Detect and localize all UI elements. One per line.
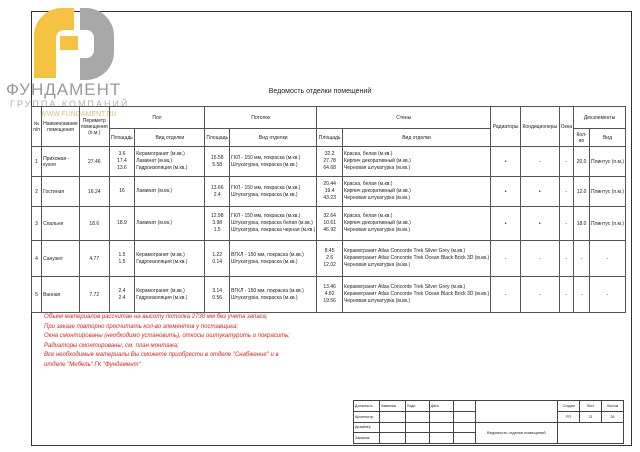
walls-area-cell: 20.44 19.4 43.23	[317, 177, 343, 207]
note-line: отделе "Мебель" ГК "Фундамент"	[44, 361, 141, 368]
table-row	[32, 277, 626, 313]
header-room-name: Наименование помещения	[42, 107, 80, 147]
walls-area-cell: 13.46 4.82 19.56	[317, 277, 343, 313]
row-room-name: Гостиная	[42, 177, 80, 207]
stamp-stage-label: Стадия	[558, 401, 580, 412]
row-num: 3	[32, 207, 42, 241]
walls-finish-cell: Керамогранит Atlas Concorde Trek Silver Grey (м.кв.) Керамогранит Atlas Concorde Trek Ocean Black Brick 3D (м.кв.) Черновая штукатурка (м.кв.)	[342, 241, 490, 277]
row-decor-qty: -	[574, 241, 590, 277]
row-conditioners: -	[521, 147, 559, 177]
header-ceiling: Потолок	[205, 107, 317, 129]
header-walls: Стены	[317, 107, 491, 129]
stamp-role: Архитектор	[354, 411, 380, 422]
logo-url: WWW.FUNDAMENT.RU	[40, 111, 117, 118]
finishing-table	[31, 106, 626, 313]
table-row	[32, 147, 626, 177]
row-num: 2	[32, 177, 42, 207]
ceiling-area-cell: 1.22 0.14	[205, 241, 230, 277]
row-windows: -	[559, 177, 574, 207]
page-title: Ведомость отделки помещений	[268, 88, 372, 95]
row-room-name: Ванная	[42, 277, 80, 313]
row-decor-qty: -	[574, 277, 590, 313]
floor-finish-cell: Ламинат (м.кв.)	[135, 207, 205, 241]
header-windows: Окна	[559, 107, 574, 147]
walls-finish-cell: Краска, белая (м.кв.) Кирпич декоративный (м.кв.) Черновая штукатурка (м.кв.)	[342, 177, 490, 207]
stamp-col-position: Должность	[354, 401, 380, 412]
stamp-col-surname: Фамилия	[379, 401, 405, 412]
note-line: Объем материалов рассчитан на высоту потолка 2730 мм без учета запаса;	[44, 314, 268, 320]
ceiling-finish-cell: ГКЛ - 150 мм, покраска (м.кв.) Штукатурка, покраска белая (м.кв.) Штукатурка, покраска черная (м.кв.)	[230, 207, 317, 241]
row-radiators: •	[491, 207, 521, 241]
note-line: Радиаторы смонтированы, см. план монтажа;	[44, 342, 179, 349]
floor-area-cell: 18.9	[109, 207, 135, 241]
floor-finish-cell: Керамогранит (м.кв.) Ламинат (м.кв.) Гидроизоляция (м.кв.)	[135, 147, 205, 177]
row-windows: -	[559, 147, 574, 177]
row-conditioners: •	[521, 207, 559, 241]
row-num: 5	[32, 277, 42, 313]
stamp-sheet: 21	[580, 411, 602, 422]
header-floor-finish: Вид отделки	[135, 129, 205, 147]
row-conditioners: •	[521, 177, 559, 207]
row-room-name: Прихожая - кухня	[42, 147, 80, 177]
ceiling-finish-cell: ВГКЛ - 150 мм, покраска (м.кв.) Штукатурка, покраска (м.кв.)	[230, 277, 317, 313]
title-block	[353, 400, 624, 444]
note-line: Все необходимые материалы Вы сможете приобрести в отделе "Снабжение" и в	[44, 352, 279, 358]
table-row	[32, 207, 626, 241]
header-radiators: Радиаторы	[491, 107, 521, 147]
ceiling-area-cell: 3.14 0.56	[205, 277, 230, 313]
row-perimeter: 4.77	[79, 241, 109, 277]
row-radiators: •	[491, 147, 521, 177]
stamp-col-date: Дата	[429, 401, 453, 412]
header-conditioners: Кондиционеры	[521, 107, 559, 147]
row-decor-qty: 18.0	[574, 207, 590, 241]
ceiling-finish-cell: ВГКЛ - 150 мм, покраска (м.кв.) Штукатурка, покраска (м.кв.)	[230, 241, 317, 277]
header-perimeter: Периметр помещения (п.м.)	[79, 107, 109, 147]
row-num: 4	[32, 241, 42, 277]
floor-finish-cell: Керамогранит (м.кв.) Гидроизоляция (м.кв.)	[135, 241, 205, 277]
row-radiators: •	[491, 177, 521, 207]
stamp-sheets: 26	[601, 411, 623, 422]
note-line: Окна смонтированы (необходимо установить), откосы оштукатурить и покрасить;	[44, 333, 290, 339]
floor-finish-cell: Ламинат (м.кв.)	[135, 177, 205, 207]
row-decor-type: -	[589, 241, 625, 277]
ceiling-finish-cell: ГКЛ - 150 мм, покраска (м.кв.) Штукатурка, покраска (м.кв.)	[230, 147, 317, 177]
floor-area-cell: 1.5 1.5	[109, 241, 135, 277]
row-perimeter: 7.72	[79, 277, 109, 313]
walls-finish-cell: Краска, белая (м.кв.) Кирпич декоративный (м.кв.) Черновая штукатурка (м.кв.)	[342, 147, 490, 177]
row-windows: -	[559, 207, 574, 241]
logo-subtitle: ГРУППА КОМПАНИЙ	[10, 99, 130, 109]
header-walls-area: Площадь	[317, 129, 343, 147]
row-perimeter: 16.24	[79, 177, 109, 207]
row-decor-type: Плинтус (п.м.)	[589, 147, 625, 177]
floor-area-cell: 2.4 2.4	[109, 277, 135, 313]
ceiling-finish-cell: ГКЛ - 150 мм, покраска (м.кв.) Штукатурка, покраска (м.кв.)	[230, 177, 317, 207]
header-decor: Декэлементы	[574, 107, 626, 129]
logo-mark-icon	[30, 8, 116, 80]
header-walls-finish: Вид отделки	[342, 129, 490, 147]
row-decor-qty: 20.0	[574, 147, 590, 177]
row-perimeter: 27.46	[79, 147, 109, 177]
floor-finish-cell: Керамогранит (м.кв.) Гидроизоляция (м.кв.)	[135, 277, 205, 313]
row-radiators: -	[491, 241, 521, 277]
note-line: При заказе повторно просчитать кол-во элементов у поставщика;	[44, 323, 239, 330]
stamp-sheet-label: Лист	[580, 401, 602, 412]
company-logo	[4, 8, 134, 120]
walls-finish-cell: Краска, белая (м.кв.) Кирпич декоративный (м.кв.) Черновая штукатурка (м.кв.)	[342, 207, 490, 241]
row-num: 1	[32, 147, 42, 177]
header-num: № п/п	[32, 107, 42, 147]
notes-block	[44, 313, 344, 370]
row-decor-type: Плинтус (п.м.)	[589, 177, 625, 207]
ceiling-area-cell: 15.58 5.58	[205, 147, 230, 177]
header-decor-type: Вид	[589, 129, 625, 147]
header-ceiling-finish: Вид отделки	[230, 129, 317, 147]
header-floor: Пол	[109, 107, 205, 129]
walls-area-cell: 32.64 10.61 46.92	[317, 207, 343, 241]
header-decor-qty: Кол-во	[574, 129, 590, 147]
stamp-role: Дизайнер	[354, 422, 380, 433]
floor-area-cell: 3.6 17.4 13.6	[109, 147, 135, 177]
ceiling-area-cell: 12.98 3.98 1.5	[205, 207, 230, 241]
row-windows: -	[559, 277, 574, 313]
table-row	[32, 241, 626, 277]
row-conditioners: -	[521, 277, 559, 313]
stamp-role: Заказчик	[354, 433, 380, 444]
header-floor-area: Площадь	[109, 129, 135, 147]
stamp-sheets-label: Листов	[601, 401, 623, 412]
row-windows: -	[559, 241, 574, 277]
stamp-col-sign: Подп.	[405, 401, 429, 412]
row-decor-qty: 12.0	[574, 177, 590, 207]
row-decor-type: -	[589, 277, 625, 313]
table-row	[32, 177, 626, 207]
stamp-doc-title: Ведомость отделки помещений	[475, 422, 558, 444]
row-room-name: Санузел	[42, 241, 80, 277]
row-conditioners: -	[521, 241, 559, 277]
ceiling-area-cell: 13.66 2.4	[205, 177, 230, 207]
logo-name: ФУНДАМЕНТ	[6, 80, 122, 99]
header-ceiling-area: Площадь	[205, 129, 230, 147]
row-radiators: -	[491, 277, 521, 313]
row-decor-type: Плинтус (п.м.)	[589, 207, 625, 241]
walls-area-cell: 32.2 27.78 64.68	[317, 147, 343, 177]
row-room-name: Спальня	[42, 207, 80, 241]
walls-finish-cell: Керамогранит Atlas Concorde Trek Silver Grey (м.кв.) Керамогранит Atlas Concorde Trek Ocean Black Brick 3D (м.кв.) Черновая штукатурка (м.кв.)	[342, 277, 490, 313]
walls-area-cell: 8.45 2.6 12.02	[317, 241, 343, 277]
stamp-stage: РП	[558, 411, 580, 422]
floor-area-cell: 16	[109, 177, 135, 207]
row-perimeter: 18.6	[79, 207, 109, 241]
